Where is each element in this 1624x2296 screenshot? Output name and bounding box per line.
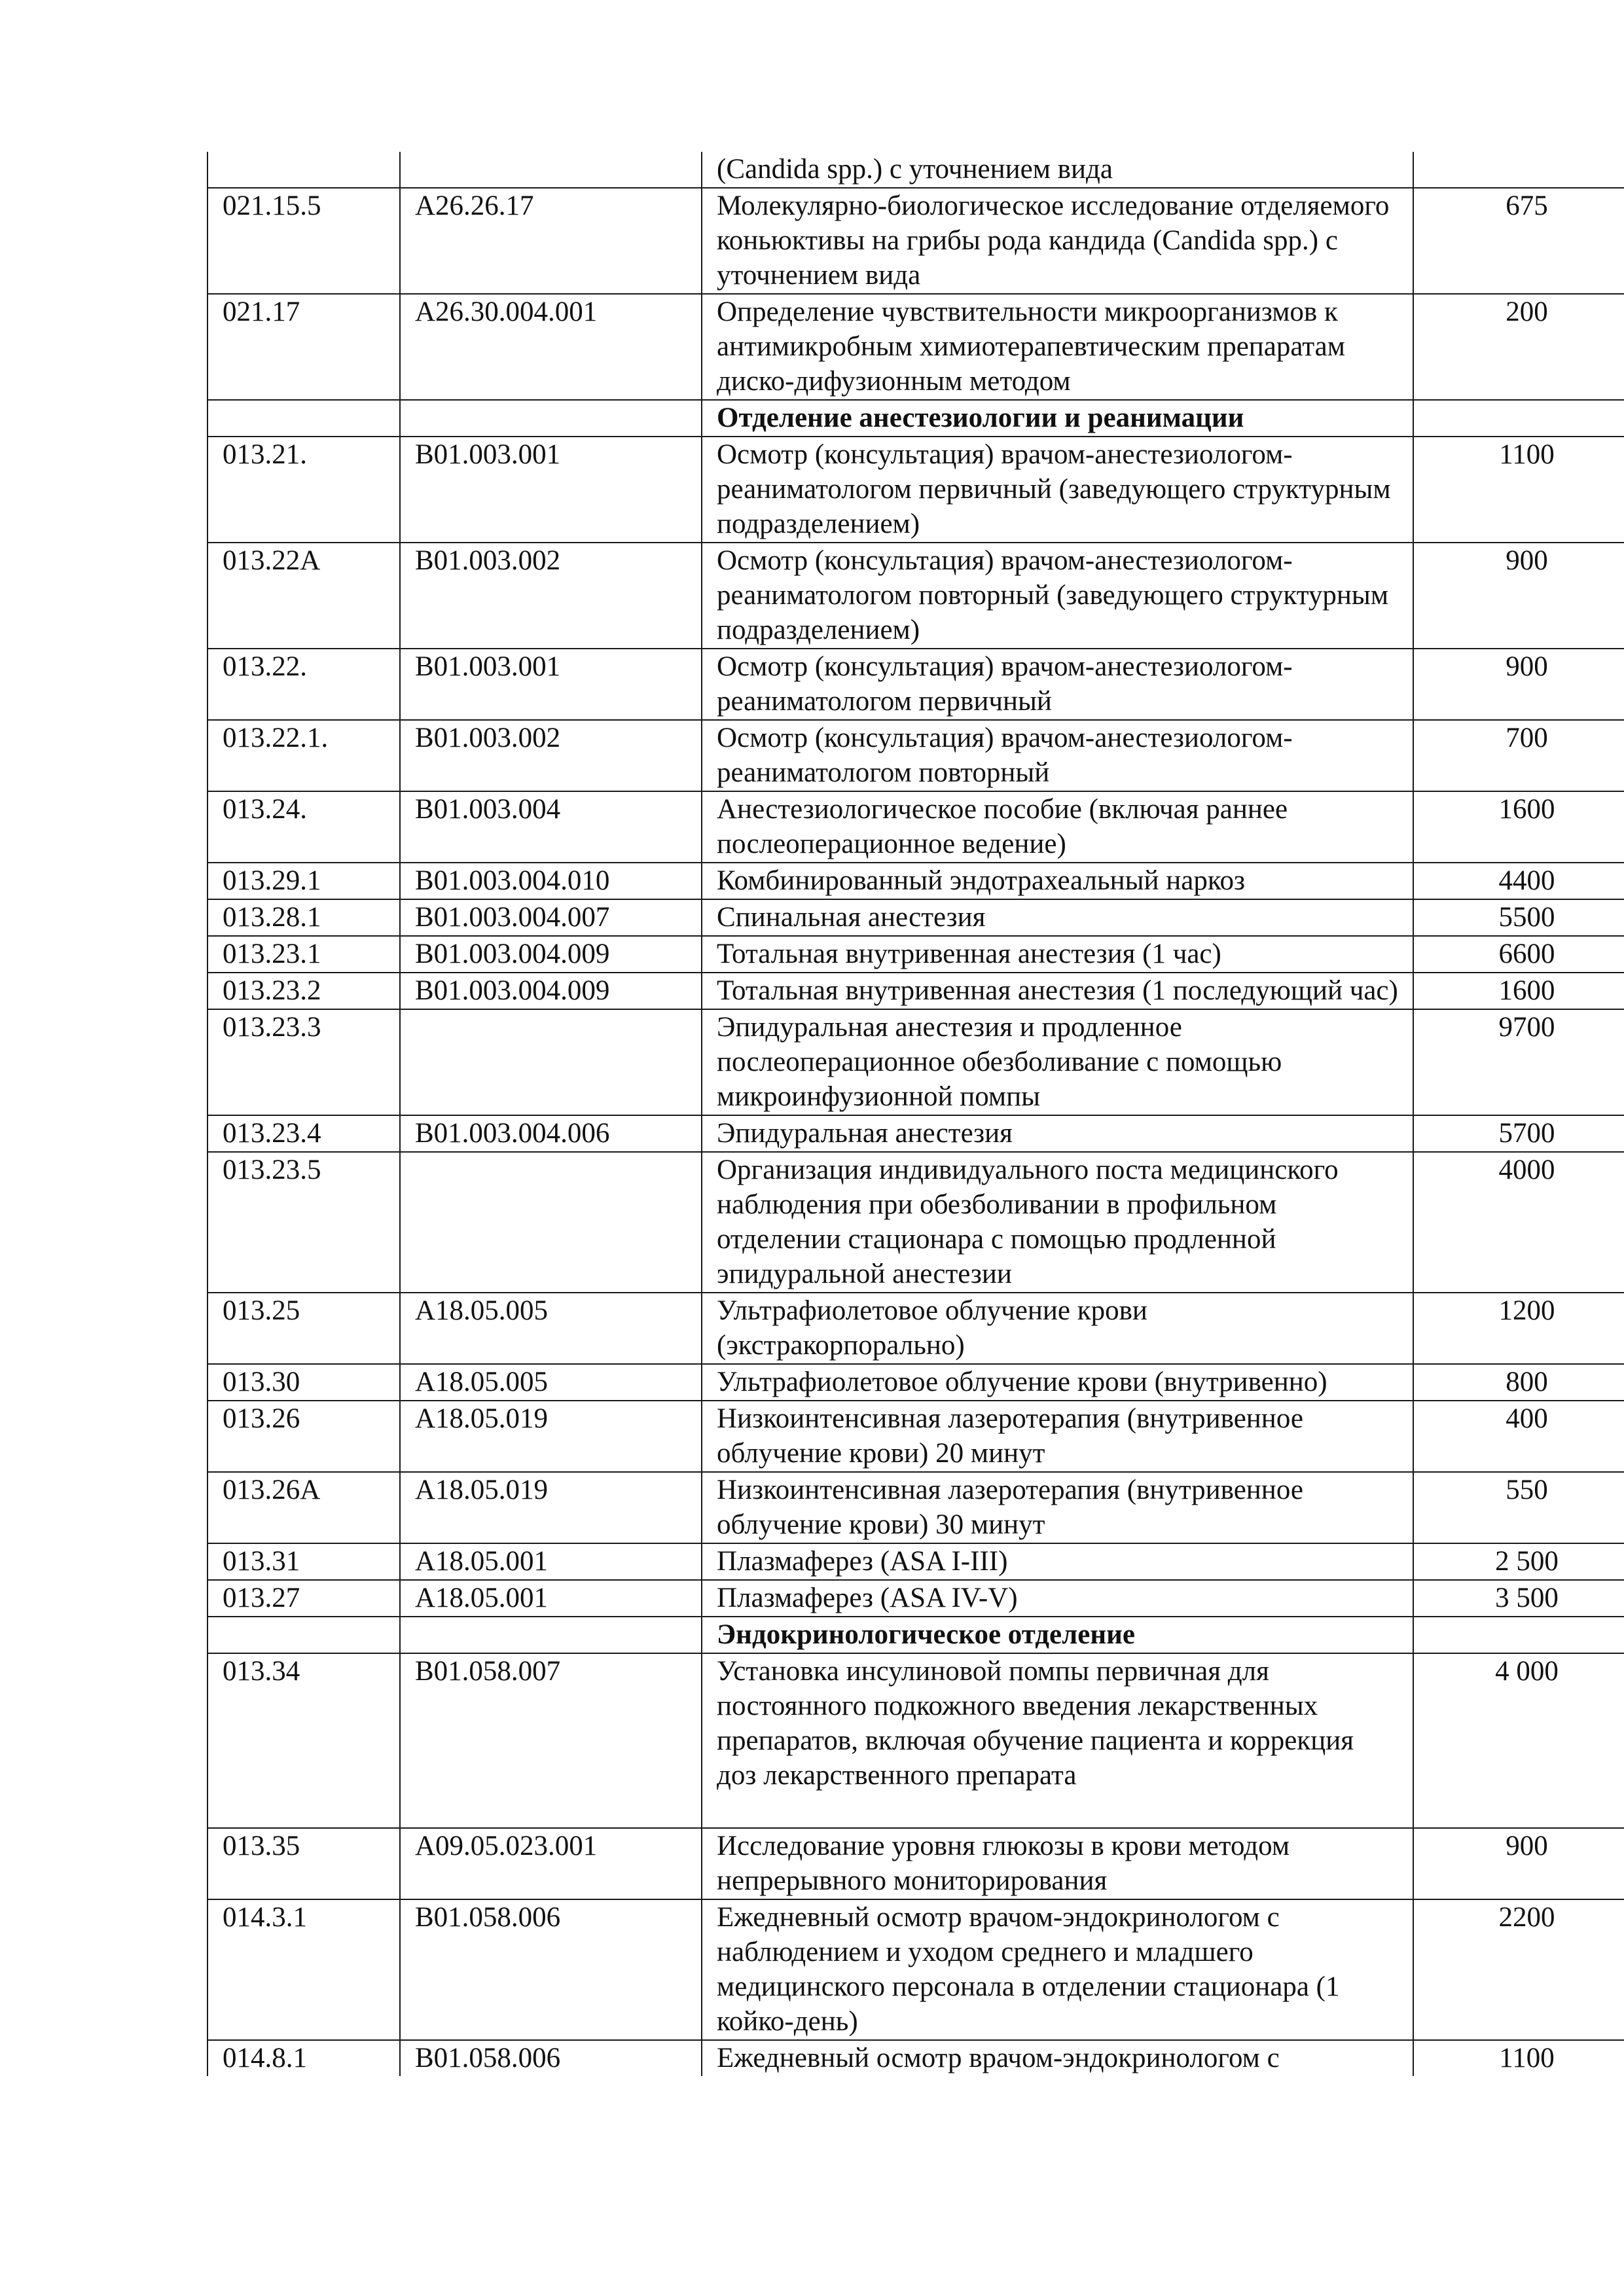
table-row bbox=[208, 1899, 1624, 2040]
service-name-cell: Установка инсулиновой помпы первичная для постоянного подкожного введения лекарственных препаратов, включая обучение пациента и коррекция доз лекарственного препарата bbox=[702, 1653, 1413, 1828]
table-row bbox=[208, 1828, 1624, 1899]
service-code-cell: В01.003.004 bbox=[400, 791, 702, 863]
service-number-cell: 013.31 bbox=[208, 1543, 400, 1580]
service-name-cell: Организация индивидуального поста медицинского наблюдения при обезболивании в профильном отделении стационара с помощью продленной эпидуральной анестезии bbox=[702, 1152, 1413, 1293]
service-name-cell: Определение чувствительности микроорганизмов к антимикробным химиотерапевтическим препаратам диско-дифузионным методом bbox=[702, 294, 1413, 400]
price-cell: 675 bbox=[1413, 188, 1624, 294]
service-name-cell: Ультрафиолетовое облучение крови (внутривенно) bbox=[702, 1364, 1413, 1401]
table-row bbox=[208, 863, 1624, 899]
price-cell: 1600 bbox=[1413, 791, 1624, 863]
price-cell: 2 500 bbox=[1413, 1543, 1624, 1580]
price-cell: 2200 bbox=[1413, 1899, 1624, 2040]
table-row bbox=[208, 1115, 1624, 1152]
service-code-cell bbox=[400, 400, 702, 437]
service-code-cell: А18.05.005 bbox=[400, 1293, 702, 1364]
price-cell: 4400 bbox=[1413, 863, 1624, 899]
section-header-row bbox=[208, 1617, 1624, 1653]
table-row bbox=[208, 1653, 1624, 1828]
service-name-cell: Осмотр (консультация) врачом-анестезиологом-реаниматологом повторный bbox=[702, 720, 1413, 791]
service-number-cell: 013.23.4 bbox=[208, 1115, 400, 1152]
table-row bbox=[208, 973, 1624, 1009]
service-number-cell: 013.27 bbox=[208, 1580, 400, 1617]
service-code-cell: А26.26.17 bbox=[400, 188, 702, 294]
price-cell: 200 bbox=[1413, 294, 1624, 400]
service-code-cell: В01.058.007 bbox=[400, 1653, 702, 1828]
table-row bbox=[208, 2040, 1624, 2076]
service-name-cell: Осмотр (консультация) врачом-анестезиологом-реаниматологом первичный (заведующего структурным подразделением) bbox=[702, 437, 1413, 543]
table-row bbox=[208, 1580, 1624, 1617]
service-number-cell: 013.34 bbox=[208, 1653, 400, 1828]
service-number-cell: 013.22. bbox=[208, 649, 400, 720]
table-row bbox=[208, 899, 1624, 936]
service-number-cell: 013.30 bbox=[208, 1364, 400, 1401]
table-row bbox=[208, 936, 1624, 973]
service-name-cell: Эпидуральная анестезия bbox=[702, 1115, 1413, 1152]
service-code-cell: В01.003.004.006 bbox=[400, 1115, 702, 1152]
table-row bbox=[208, 543, 1624, 649]
service-name-cell: Тотальная внутривенная анестезия (1 час) bbox=[702, 936, 1413, 973]
service-name-cell: Спинальная анестезия bbox=[702, 899, 1413, 936]
service-number-cell: 013.26А bbox=[208, 1472, 400, 1543]
service-code-cell: А09.05.023.001 bbox=[400, 1828, 702, 1899]
service-code-cell: А18.05.019 bbox=[400, 1472, 702, 1543]
service-name-cell: Низкоинтенсивная лазеротерапия (внутривенное облучение крови) 30 минут bbox=[702, 1472, 1413, 1543]
service-code-cell: А18.05.005 bbox=[400, 1364, 702, 1401]
service-number-cell: 013.29.1 bbox=[208, 863, 400, 899]
service-name-cell: Осмотр (консультация) врачом-анестезиологом-реаниматологом повторный (заведующего структурным подразделением) bbox=[702, 543, 1413, 649]
service-name-cell: Тотальная внутривенная анестезия (1 последующий час) bbox=[702, 973, 1413, 1009]
service-code-cell: В01.003.004.010 bbox=[400, 863, 702, 899]
service-name-cell: Ультрафиолетовое облучение крови (экстракорпорально) bbox=[702, 1293, 1413, 1364]
table-row bbox=[208, 1293, 1624, 1364]
service-number-cell: 013.26 bbox=[208, 1401, 400, 1472]
service-code-cell: А18.05.001 bbox=[400, 1543, 702, 1580]
service-number-cell: 014.3.1 bbox=[208, 1899, 400, 2040]
service-name-cell: Низкоинтенсивная лазеротерапия (внутривенное облучение крови) 20 минут bbox=[702, 1401, 1413, 1472]
service-number-cell: 013.22А bbox=[208, 543, 400, 649]
service-number-cell: 013.25 bbox=[208, 1293, 400, 1364]
service-name-cell: Ежедневный осмотр врачом-эндокринологом с наблюдением и уходом среднего и младшего медицинского персонала в отделении стационара (1 койко-день) bbox=[702, 1899, 1413, 2040]
service-number-cell bbox=[208, 152, 400, 188]
service-code-cell: В01.003.002 bbox=[400, 720, 702, 791]
price-cell: 6600 bbox=[1413, 936, 1624, 973]
service-name-cell: Ежедневный осмотр врачом-эндокринологом с bbox=[702, 2040, 1413, 2076]
table-row bbox=[208, 188, 1624, 294]
table-row bbox=[208, 649, 1624, 720]
service-number-cell: 021.15.5 bbox=[208, 188, 400, 294]
price-cell: 9700 bbox=[1413, 1009, 1624, 1115]
price-cell: 900 bbox=[1413, 543, 1624, 649]
price-cell: 1100 bbox=[1413, 2040, 1624, 2076]
service-name-cell: Плазмаферез (ASA I-III) bbox=[702, 1543, 1413, 1580]
service-number-cell: 013.23.5 bbox=[208, 1152, 400, 1293]
service-number-cell: 013.35 bbox=[208, 1828, 400, 1899]
table-row bbox=[208, 1401, 1624, 1472]
price-cell bbox=[1413, 152, 1624, 188]
section-title: Отделение анестезиологии и реанимации bbox=[702, 400, 1413, 437]
price-cell: 1100 bbox=[1413, 437, 1624, 543]
table-row bbox=[208, 1009, 1624, 1115]
price-cell: 700 bbox=[1413, 720, 1624, 791]
service-name-cell: Эпидуральная анестезия и продленное послеоперационное обезболивание с помощью микроинфузионной помпы bbox=[702, 1009, 1413, 1115]
service-name-cell: Комбинированный эндотрахеальный наркоз bbox=[702, 863, 1413, 899]
price-cell: 900 bbox=[1413, 649, 1624, 720]
service-number-cell: 013.22.1. bbox=[208, 720, 400, 791]
service-number-cell: 014.8.1 bbox=[208, 2040, 400, 2076]
price-cell: 5700 bbox=[1413, 1115, 1624, 1152]
table-row bbox=[208, 1543, 1624, 1580]
price-cell: 1200 bbox=[1413, 1293, 1624, 1364]
service-number-cell: 013.24. bbox=[208, 791, 400, 863]
service-code-cell: В01.003.002 bbox=[400, 543, 702, 649]
service-number-cell bbox=[208, 400, 400, 437]
service-code-cell bbox=[400, 1152, 702, 1293]
price-cell: 900 bbox=[1413, 1828, 1624, 1899]
service-number-cell bbox=[208, 1617, 400, 1653]
service-number-cell: 013.23.1 bbox=[208, 936, 400, 973]
service-number-cell: 013.21. bbox=[208, 437, 400, 543]
table-row bbox=[208, 791, 1624, 863]
price-cell: 800 bbox=[1413, 1364, 1624, 1401]
service-name-cell: Анестезиологическое пособие (включая раннее послеоперационное ведение) bbox=[702, 791, 1413, 863]
price-table-body bbox=[208, 152, 1624, 2076]
service-number-cell: 013.28.1 bbox=[208, 899, 400, 936]
service-number-cell: 013.23.3 bbox=[208, 1009, 400, 1115]
table-row bbox=[208, 720, 1624, 791]
service-code-cell: А18.05.001 bbox=[400, 1580, 702, 1617]
service-name-cell: Исследование уровня глюкозы в крови методом непрерывного мониторирования bbox=[702, 1828, 1413, 1899]
service-code-cell: В01.003.004.009 bbox=[400, 973, 702, 1009]
service-code-cell: В01.003.001 bbox=[400, 649, 702, 720]
table-row bbox=[208, 1472, 1624, 1543]
table-row bbox=[208, 1152, 1624, 1293]
price-cell: 550 bbox=[1413, 1472, 1624, 1543]
price-cell: 3 500 bbox=[1413, 1580, 1624, 1617]
price-cell bbox=[1413, 400, 1624, 437]
table-row bbox=[208, 1364, 1624, 1401]
price-cell: 4000 bbox=[1413, 1152, 1624, 1293]
price-cell: 4 000 bbox=[1413, 1653, 1624, 1828]
service-code-cell: В01.003.001 bbox=[400, 437, 702, 543]
table-row bbox=[208, 294, 1624, 400]
service-code-cell: В01.003.004.007 bbox=[400, 899, 702, 936]
service-code-cell bbox=[400, 1009, 702, 1115]
price-cell: 5500 bbox=[1413, 899, 1624, 936]
service-code-cell: В01.058.006 bbox=[400, 2040, 702, 2076]
service-code-cell: А18.05.019 bbox=[400, 1401, 702, 1472]
service-code-cell: А26.30.004.001 bbox=[400, 294, 702, 400]
price-cell: 400 bbox=[1413, 1401, 1624, 1472]
price-table bbox=[207, 152, 1624, 2076]
section-title: Эндокринологическое отделение bbox=[702, 1617, 1413, 1653]
document-page bbox=[207, 152, 1624, 2076]
service-code-cell: В01.003.004.009 bbox=[400, 936, 702, 973]
service-name-cell: Плазмаферез (ASA IV-V) bbox=[702, 1580, 1413, 1617]
service-name-cell: (Candida spp.) с уточнением вида bbox=[702, 152, 1413, 188]
table-row bbox=[208, 437, 1624, 543]
service-code-cell bbox=[400, 1617, 702, 1653]
service-number-cell: 021.17 bbox=[208, 294, 400, 400]
service-code-cell: В01.058.006 bbox=[400, 1899, 702, 2040]
price-cell: 1600 bbox=[1413, 973, 1624, 1009]
service-number-cell: 013.23.2 bbox=[208, 973, 400, 1009]
table-row bbox=[208, 152, 1624, 188]
service-name-cell: Молекулярно-биологическое исследование отделяемого коньюктивы на грибы рода кандида (Candida spp.) с уточнением вида bbox=[702, 188, 1413, 294]
price-cell bbox=[1413, 1617, 1624, 1653]
section-header-row bbox=[208, 400, 1624, 437]
service-name-cell: Осмотр (консультация) врачом-анестезиологом-реаниматологом первичный bbox=[702, 649, 1413, 720]
service-code-cell bbox=[400, 152, 702, 188]
